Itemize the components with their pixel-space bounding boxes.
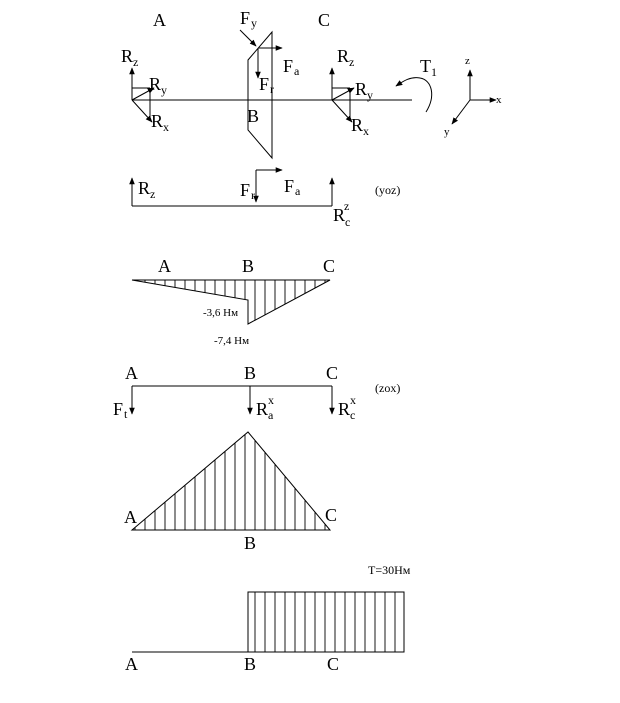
svg-text:1: 1 xyxy=(431,65,437,79)
shaft-3d-labels xyxy=(121,8,502,138)
svg-text:t: t xyxy=(124,407,128,421)
reaction-cx-arrow xyxy=(332,100,352,122)
label-yoz-moment-a: A xyxy=(158,256,171,276)
label-zox-a: A xyxy=(125,363,138,383)
svg-text:y: y xyxy=(251,16,257,30)
axis-y-arrow xyxy=(452,100,470,124)
svg-text:c: c xyxy=(350,408,356,422)
svg-text:x: x xyxy=(268,393,274,407)
svg-text:z: z xyxy=(344,199,350,213)
svg-text:z: z xyxy=(150,187,156,201)
label-point-b-top: B xyxy=(247,106,260,126)
label-reaction-az: R xyxy=(121,46,134,66)
label-zox-c: C xyxy=(326,363,339,383)
label-moment-value-2: -7,4 Нм xyxy=(214,335,250,347)
label-force-fr: F xyxy=(259,74,270,94)
label-zox-rax: R xyxy=(256,399,269,419)
zox-moment-diagram xyxy=(124,432,337,553)
label-reaction-cx: R xyxy=(351,115,364,135)
label-point-a-top: A xyxy=(153,10,166,30)
label-reaction-ay: R xyxy=(149,74,162,94)
label-zox-moment-a: A xyxy=(124,507,137,527)
label-torque-c: C xyxy=(327,654,340,674)
svg-text:x: x xyxy=(363,124,369,138)
coordinate-triad xyxy=(452,70,496,124)
svg-text:r: r xyxy=(270,82,274,96)
svg-text:a: a xyxy=(294,64,300,78)
label-plane-yoz: (yoz) xyxy=(375,183,401,197)
label-torque-t1: T xyxy=(420,56,431,76)
label-axis-y: y xyxy=(444,126,450,138)
svg-text:a: a xyxy=(295,184,301,198)
label-yoz-fr: F xyxy=(240,180,251,200)
torque-diagram xyxy=(125,563,411,674)
gear-disc xyxy=(248,32,272,158)
yoz-force-labels xyxy=(138,176,400,229)
label-force-fa: F xyxy=(283,56,294,76)
yoz-force-scheme xyxy=(132,170,332,206)
label-torque-b: B xyxy=(244,654,257,674)
svg-text:a: a xyxy=(268,408,274,422)
label-yoz-fa: F xyxy=(284,176,295,196)
shaft-3d-scheme xyxy=(132,30,432,158)
label-zox-b: B xyxy=(244,363,257,383)
label-axis-x: x xyxy=(496,94,502,106)
svg-text:x: x xyxy=(350,393,356,407)
svg-text:x: x xyxy=(163,120,169,134)
label-torque-a: A xyxy=(125,654,138,674)
force-fy-arrow xyxy=(240,30,256,46)
zox-moment-area xyxy=(132,432,330,530)
label-plane-zox: (zox) xyxy=(375,381,401,395)
svg-text:r: r xyxy=(251,188,255,202)
label-reaction-ax: R xyxy=(151,111,164,131)
label-zox-moment-b: B xyxy=(244,533,257,553)
label-zox-ft: F xyxy=(113,399,124,419)
label-force-fy: F xyxy=(240,8,251,28)
label-yoz-moment-b: B xyxy=(242,256,255,276)
torque-curl-arrow xyxy=(396,78,432,112)
torque-area xyxy=(248,592,404,652)
label-axis-z: z xyxy=(465,55,470,67)
zox-force-labels xyxy=(113,363,400,422)
label-point-c-top: C xyxy=(318,10,331,30)
label-zox-rcx: R xyxy=(338,399,351,419)
reaction-ax-arrow xyxy=(132,100,152,122)
label-torque-value: T=30Нм xyxy=(368,563,411,577)
label-yoz-rcz: R xyxy=(333,205,346,225)
svg-text:z: z xyxy=(349,55,355,69)
label-reaction-cy: R xyxy=(355,79,368,99)
label-moment-value-1: -3,6 Нм xyxy=(203,307,239,319)
label-yoz-rz: R xyxy=(138,178,151,198)
label-zox-moment-c: C xyxy=(325,505,338,525)
yoz-moment-diagram xyxy=(132,256,335,347)
svg-text:z: z xyxy=(133,55,139,69)
zox-force-scheme xyxy=(132,386,332,414)
svg-text:y: y xyxy=(161,83,167,97)
reaction-cy-arrow xyxy=(332,88,354,100)
label-reaction-cz: R xyxy=(337,46,350,66)
label-yoz-moment-c: C xyxy=(323,256,336,276)
svg-text:c: c xyxy=(345,215,351,229)
svg-text:y: y xyxy=(367,88,373,102)
